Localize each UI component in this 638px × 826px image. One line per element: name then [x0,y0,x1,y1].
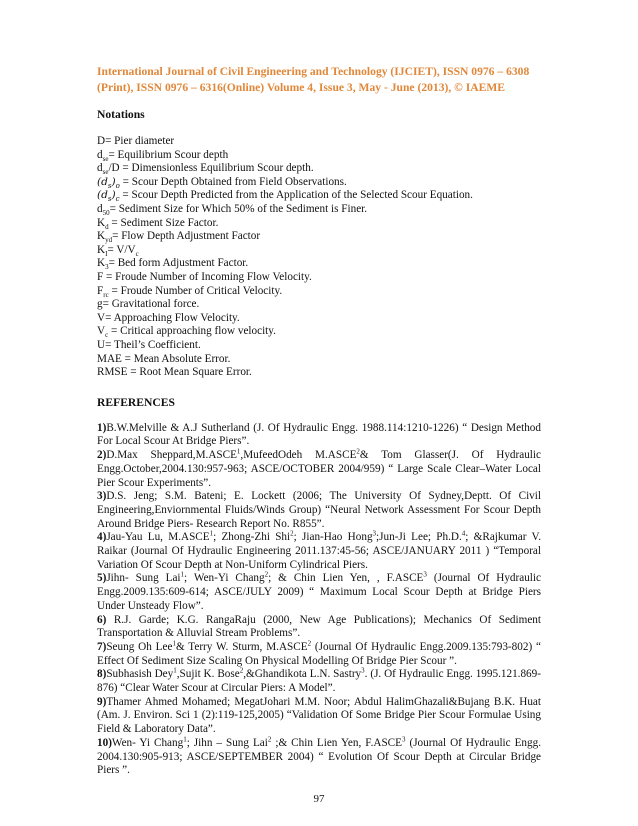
notation-item: RMSE = Root Mean Square Error. [97,366,252,379]
notation-item: $K_I= V/V_c$ [97,243,139,258]
reference-number: 2) [97,449,107,462]
notation-item: $(d_s)_c$ = Scour Depth Predicted from the Application of the Selected Scour Equation. [97,189,473,204]
notation-item: $V_c$ = Critical approaching flow velocity. [97,325,276,340]
notation-item: $d_{50}=$ Sediment Size for Which 50% of the Sediment is Finer. [97,202,368,218]
notation-item: g= Gravitational force. [97,298,200,311]
notation-item: $K_d$ = Sediment Size Factor. [97,216,219,231]
page-number: 97 [313,793,325,805]
reference-item [97,572,541,613]
notation-item: V= Approaching Flow Velocity. [97,311,240,324]
notation-item: $d_{se}=$ Equilibrium Scour depth [97,148,229,163]
notation-item: D= Pier diameter [97,135,175,147]
references-list [97,422,541,778]
reference-item [97,737,541,778]
notation-item: U= Theil’s Coefficient. [97,338,201,351]
reference-text: Subhasish Dey$^1$,Sujit K. Bose$^2$,&Ghandikota L.N. Sastry$^3$. (J. Of Hydraulic Engg. 1995.121.869-876) “Clear Water Scour at Circular Piers: A Model”. [97,666,541,695]
reference-number: 4) [97,531,107,544]
reference-number: 9) [97,695,107,708]
reference-text: Seung Oh Lee$^1$& Terry W. Sturm, M.ASCE$^2$ (Journal Of Hydraulic Engg.2009.135:793-802) “ Effect Of Sediment Size Scaling On Physical Modelling Of Bridge Pier Scour ”. [97,639,541,667]
notation-item: $(d_s)_o$ = Scour Depth Obtained from Field Observations. [97,175,347,190]
notation-item: $K_3=$ Bed form Adjustment Factor. [97,257,249,272]
notations-list [97,135,541,380]
reference-text: D.Max Sheppard,M.ASCE$^1$,MufeedOdeh M.ASCE$^2$& Tom Glasser(J. Of Hydraulic Engg.October,2004.130:957-963; ASCE/OCTOBER 2004/959) “ Large Scale Clear–Water Local Pier Scour Experiments”. [97,447,541,489]
reference-item [97,422,541,449]
reference-text: Jihn- Sung Lai$^1$; Wen-Yi Chang$^2$; & Chin Lien Yen, , F.ASCE$^3$ (Journal Of Hydraulic Engg.2009.135:609-614; ASCE/JULY 2009) “ Maximum Local Scour Depth at Bridge Piers Under Unsteady Flow”. [97,570,541,612]
reference-text: D.S. Jeng; S.M. Bateni; E. Lockett (2006; The University Of Sydney,Deptt. Of Civil Engineering,Enviornmental Fluids/Winds Group) “Neural Network Assessment For Scour Depth Around Bridge Piers- Research Report No. R855”. [97,490,541,530]
references-heading: REFERENCES [97,395,175,409]
reference-number: 10) [97,736,112,749]
reference-number: 1) [97,421,107,434]
notation-item: $F_{rc}$ = Froude Number of Critical Velocity. [97,284,283,299]
reference-number: 8) [97,668,107,681]
reference-item [97,490,541,531]
reference-number: 3) [97,490,107,503]
reference-number: 6) [97,613,107,626]
reference-item [97,641,541,668]
reference-text: Wen- Yi Chang$^1$; Jihn – Sung Lai$^2$ ;& Chin Lien Yen, F.ASCE$^3$ (Journal Of Hydraulic Engg. 2004.130:905-913; ASCE/SEPTEMBER 2004) “ Evolution Of Scour Depth at Circular Bridge Piers ”. [97,735,542,777]
reference-item [97,449,541,490]
reference-number: 7) [97,640,107,653]
notation-item: MAE = Mean Absolute Error. [97,352,231,365]
reference-text: Thamer Ahmed Mohamed; MegatJohari M.M. Noor; Abdul HalimGhazali&Bujang B.K. Huat (Am. J. Environ. Sci 1 (2):119-125,2005) “Validation Of Some Bridge Pier Scour Formulae Using Field & Laboratory Data”. [97,695,541,736]
page-content [97,64,541,778]
reference-text: Jau-Yau Lu, M.ASCE$^1$; Zhong-Zhi Shi$^2$; Jian-Hao Hong$^3$;Jun-Ji Lee; Ph.D.$^4$; &Rajkumar V. Raikar (Journal Of Hydraulic Engineering 2011.137:45-56; ASCE/JANUARY 2011 ) “Temporal Variation Of Scour Depth at Non-Uniform Cylindrical Piers. [97,529,541,571]
notation-item: $d_{se}/D$ = Dimensionless Equilibrium Scour depth. [97,162,314,177]
reference-item [97,668,541,695]
notations-heading: Notations [97,108,145,121]
reference-item [97,531,541,572]
reference-text: R.J. Garde; K.G. RangaRaju (2000, New Age Publications); Mechanics Of Sediment Transportation & Alluvial Stream Problems”. [97,613,541,640]
notation-item: F = Froude Number of Incoming Flow Velocity. [97,270,312,283]
reference-item [97,614,541,641]
reference-number: 5) [97,572,107,585]
reference-item [97,696,541,737]
journal-header: International Journal of Civil Engineering and Technology (IJCIET), ISSN 0976 – 6308 (Print), ISSN 0976 – 6316(Online) Volume 4, Issue 3, May - June (2013), © IAEME [97,65,530,94]
reference-text: B.W.Melville & A.J Sutherland (J. Of Hydraulic Engg. 1988.114:1210-1226) “ Design Method For Local Scour At Bridge Piers”. [97,421,541,448]
notation-item: $K_{yd}=$ Flow Depth Adjustment Factor [97,230,261,245]
